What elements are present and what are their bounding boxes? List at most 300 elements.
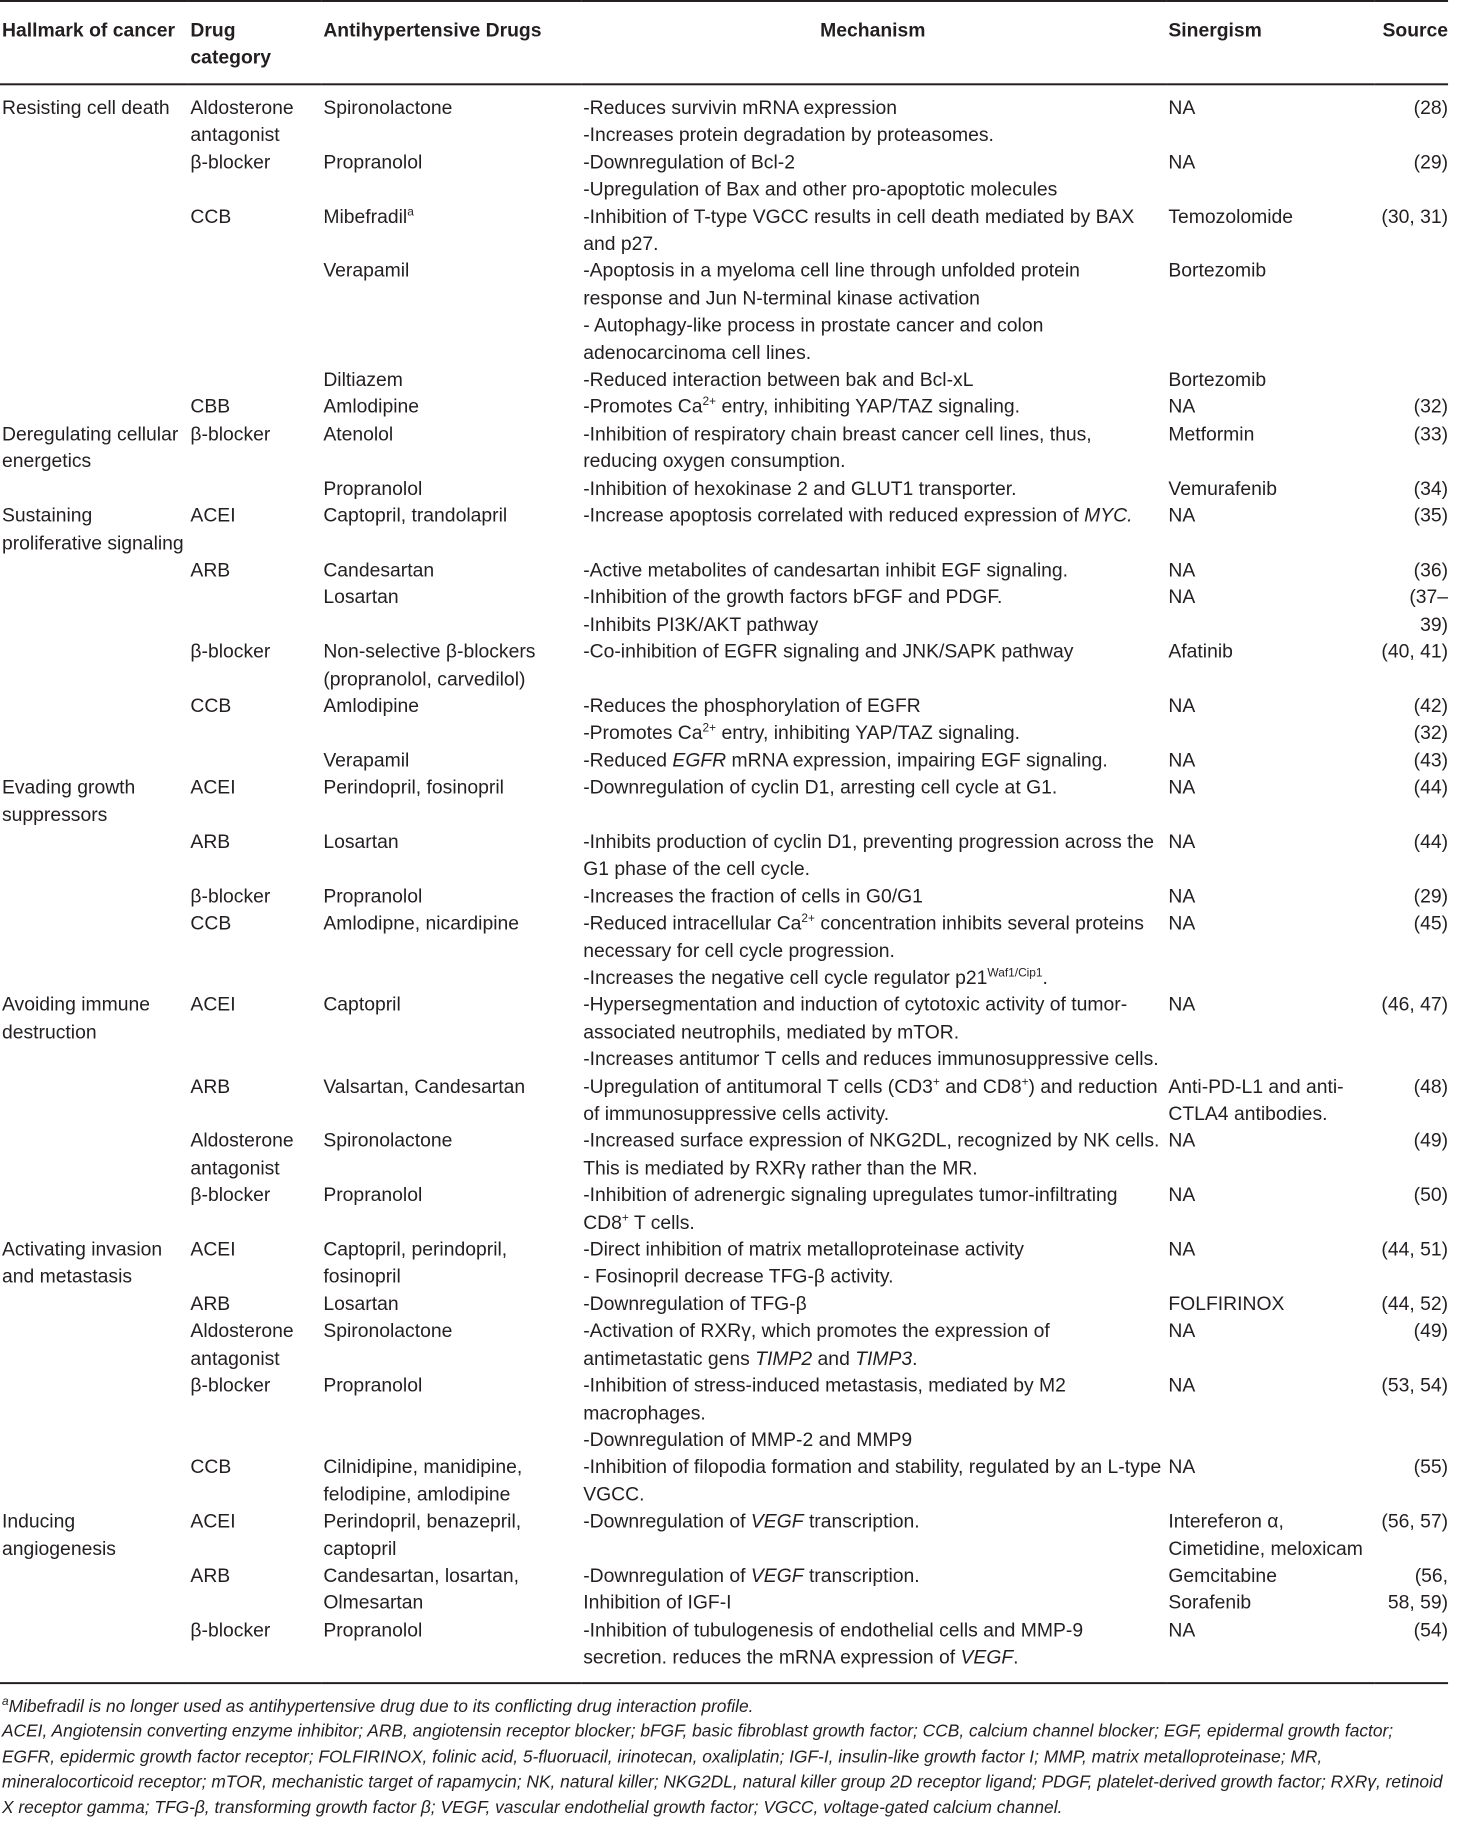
header-category: Drug category: [188, 1, 321, 84]
mechanism-fragment: -Inhibition of hexokinase 2 and GLUT1 transporter.: [583, 477, 1017, 500]
cell-category: [188, 1183, 321, 1237]
mechanism-fragment: and: [812, 1347, 856, 1370]
cell-mechanism: [581, 584, 1166, 638]
mechanism-fragment: -Inhibition of stress-induced metastasis, mediated by M2 macrophages.: [583, 1374, 1066, 1424]
mechanism-fragment: .: [1013, 1646, 1019, 1669]
mechanism-fragment: Waf1/Cip1: [987, 965, 1043, 980]
mechanism-fragment: 2+: [702, 720, 717, 735]
mechanism-fragment: VEGF: [750, 1510, 804, 1533]
source-ref: (49): [1413, 1130, 1449, 1152]
cell-mechanism: [581, 1318, 1166, 1372]
drug-text: Perindopril, benazepril, captopril: [323, 1510, 522, 1560]
sinergism-text: NA: [1168, 1238, 1196, 1261]
mechanism-fragment: -Direct inhibition of matrix metalloproteinase activity: [583, 1238, 1024, 1261]
source-ref: (48): [1413, 1075, 1449, 1098]
mechanism-line: [583, 95, 1162, 122]
cell-mechanism: [581, 829, 1166, 883]
mechanism-fragment: -Inhibition of the growth factors bFGF and PDGF.: [583, 586, 1003, 609]
category-text: ARB: [190, 831, 231, 853]
cell-category: [188, 1237, 321, 1291]
cell-sinergism: [1166, 1128, 1374, 1182]
mechanism-fragment: -Downregulation of MMP-2 and MMP9: [583, 1429, 913, 1451]
cell-source: [1375, 1183, 1448, 1237]
cell-category: [188, 476, 321, 503]
cell-category: [188, 1074, 321, 1128]
mechanism-line: [583, 1509, 1162, 1536]
sinergism-text: NA: [1168, 559, 1196, 582]
sinergism-text: NA: [1168, 1320, 1196, 1343]
cell-source: [1375, 367, 1448, 394]
sinergism-text: NA: [1168, 586, 1196, 609]
cell-mechanism: [581, 1128, 1166, 1182]
drug-text: Spironolactone: [323, 97, 453, 120]
source-ref: (42): [1413, 695, 1449, 718]
drug-text: Diltiazem: [323, 369, 403, 391]
drug-text: Candesartan: [323, 559, 435, 582]
cell-hallmark: [0, 775, 188, 829]
source-ref: (49): [1413, 1320, 1449, 1343]
mechanism-line: [583, 1563, 1162, 1590]
mechanism-fragment: -Inhibition of tubulogenesis of endothelial cells and MMP-9 secretion. reduces the mRNA expression of: [583, 1619, 1084, 1669]
table-row: [0, 1509, 1448, 1563]
sinergism-text: Metformin: [1168, 423, 1255, 446]
cell-hallmark: [0, 748, 188, 775]
cell-source: [1375, 1291, 1448, 1318]
mechanism-line: [583, 122, 1162, 149]
cell-sinergism: [1166, 829, 1374, 883]
mechanism-fragment: -Increases the negative cell cycle regulator p21: [583, 967, 988, 989]
table-row: [0, 421, 1448, 475]
mechanism-fragment: 2+: [702, 394, 717, 409]
sinergism-text: Intereferon α, Cimetidine, meloxicam: [1168, 1510, 1363, 1560]
cell-hallmark: [0, 1074, 188, 1128]
category-text: CCB: [190, 1456, 232, 1479]
table-body: [0, 84, 1448, 1682]
cell-category: [188, 883, 321, 910]
mechanism-line: [583, 965, 1162, 992]
mechanism-line: [583, 883, 1162, 910]
source-ref: (32): [1413, 722, 1449, 745]
cell-sinergism: [1166, 1318, 1374, 1372]
cell-drug: [321, 584, 581, 638]
category-text: CCB: [190, 205, 232, 228]
table-row: [0, 503, 1448, 557]
category-text: β-blocker: [190, 151, 271, 174]
cell-source: [1375, 1373, 1448, 1455]
mechanism-fragment: TIMP3: [855, 1347, 913, 1370]
hallmark-text: Avoiding immune destruction: [1, 994, 150, 1044]
cell-sinergism: [1166, 1237, 1374, 1291]
category-text: Aldosterone antagonist: [190, 1320, 294, 1370]
cell-source: [1375, 421, 1448, 475]
mechanism-line: [583, 150, 1162, 177]
source-ref: 58, 59): [1387, 1592, 1449, 1615]
cell-sinergism: [1166, 1373, 1374, 1455]
drug-text: Verapamil: [323, 749, 410, 772]
cell-sinergism: [1166, 775, 1374, 829]
cell-hallmark: [0, 204, 188, 258]
cell-mechanism: [581, 883, 1166, 910]
cell-drug: [321, 367, 581, 394]
sinergism-text: Sorafenib: [1168, 1592, 1252, 1615]
cell-category: [188, 258, 321, 367]
mechanism-fragment: -Inhibition of filopodia formation and stability, regulated by an L-type VGCC.: [583, 1456, 1162, 1506]
category-text: ARB: [190, 559, 231, 582]
cell-category: [188, 992, 321, 1074]
category-text: β-blocker: [190, 885, 271, 908]
cell-drug: [321, 476, 581, 503]
mechanism-line: [583, 1427, 1162, 1454]
cell-category: [188, 775, 321, 829]
mechanism-fragment: T cells.: [628, 1211, 695, 1234]
category-text: ACEI: [190, 504, 236, 527]
cell-drug: [321, 1373, 581, 1455]
mechanism-fragment: +: [1021, 1074, 1029, 1089]
cell-source: [1375, 883, 1448, 910]
mechanism-line: [583, 394, 1162, 421]
drug-text: Amlodipne, nicardipine: [323, 912, 520, 935]
sinergism-text: NA: [1168, 695, 1196, 718]
mechanism-line: [583, 1264, 1162, 1291]
category-text: β-blocker: [190, 1619, 271, 1642]
mechanism-fragment: 2+: [801, 911, 816, 926]
mechanism-fragment: - Autophagy-like process in prostate cancer and colon adenocarcinoma cell lines.: [583, 314, 1044, 364]
cell-sinergism: [1166, 748, 1374, 775]
cell-sinergism: [1166, 693, 1374, 747]
drug-text: Propranolol: [323, 1184, 423, 1207]
mechanism-fragment: -Reduced: [583, 749, 673, 772]
cell-mechanism: [581, 258, 1166, 367]
drug-text: Atenolol: [323, 423, 394, 446]
sinergism-text: NA: [1168, 504, 1196, 527]
cell-hallmark: [0, 503, 188, 557]
cell-drug: [321, 1454, 581, 1508]
header-hallmark: Hallmark of cancer: [0, 1, 188, 84]
table-row: [0, 748, 1448, 775]
mechanism-line: [583, 1047, 1162, 1074]
category-text: β-blocker: [190, 1184, 271, 1207]
cell-mechanism: [581, 992, 1166, 1074]
mechanism-fragment: -Increase apoptosis correlated with reduced expression of: [583, 504, 1085, 527]
mechanism-line: [583, 1074, 1162, 1128]
cell-category: [188, 693, 321, 747]
cell-source: [1375, 775, 1448, 829]
cell-category: [188, 1291, 321, 1318]
source-ref: (44, 52): [1381, 1293, 1449, 1316]
cell-category: [188, 639, 321, 693]
drug-text: Losartan: [323, 586, 399, 609]
mechanism-fragment: -Inhibition of respiratory chain breast cancer cell lines, thus, reducing oxygen consumption.: [583, 423, 1092, 473]
mechanism-fragment: VEGF: [960, 1646, 1014, 1669]
mechanism-line: [583, 557, 1162, 584]
category-text: ARB: [190, 1293, 231, 1316]
category-text: ACEI: [190, 1238, 236, 1261]
category-text: β-blocker: [190, 1374, 271, 1397]
sinergism-text: NA: [1168, 749, 1196, 772]
mechanism-fragment: .: [1042, 967, 1048, 989]
table-row: [0, 367, 1448, 394]
cell-category: [188, 1128, 321, 1182]
cell-mechanism: [581, 367, 1166, 394]
cell-drug: [321, 1563, 581, 1617]
mechanism-fragment: -Inhibits production of cyclin D1, preventing progression across the G1 phase of the cell cycle.: [583, 831, 1155, 881]
cell-hallmark: [0, 1563, 188, 1617]
mechanism-fragment: entry, inhibiting YAP/TAZ signaling.: [716, 396, 1020, 419]
table-row: [0, 1074, 1448, 1128]
cell-drug: [321, 84, 581, 149]
mechanism-line: [583, 204, 1162, 258]
mechanism-line: [583, 1237, 1162, 1264]
mechanism-fragment: -Inhibition of T-type VGCC results in cell death mediated by BAX and p27.: [583, 205, 1135, 255]
cell-sinergism: [1166, 883, 1374, 910]
cell-category: [188, 1318, 321, 1372]
cell-category: [188, 1454, 321, 1508]
cell-mechanism: [581, 1074, 1166, 1128]
cell-drug: [321, 1509, 581, 1563]
cell-hallmark: [0, 367, 188, 394]
mechanism-fragment: -Reduced intracellular Ca: [583, 912, 802, 935]
cell-hallmark: [0, 883, 188, 910]
mechanism-fragment: ) and reduction of immunosuppressive cells activity.: [583, 1075, 1158, 1125]
cell-hallmark: [0, 394, 188, 421]
category-text: ACEI: [190, 776, 236, 799]
cell-sinergism: [1166, 1563, 1374, 1617]
table-row: [0, 883, 1448, 910]
mechanism-line: [583, 1590, 1162, 1617]
drug-footnote-marker: a: [407, 204, 414, 219]
mechanism-line: [583, 367, 1162, 394]
sinergism-text: FOLFIRINOX: [1168, 1293, 1285, 1316]
drug-text: Propranolol: [323, 1374, 423, 1397]
cell-mechanism: [581, 84, 1166, 149]
source-ref: (40, 41): [1381, 640, 1449, 663]
cell-mechanism: [581, 150, 1166, 204]
mechanism-line: [583, 911, 1162, 965]
drug-text: Perindopril, fosinopril: [323, 776, 504, 799]
sinergism-text: NA: [1168, 831, 1196, 853]
cell-source: [1375, 258, 1448, 367]
cell-mechanism: [581, 204, 1166, 258]
table-row: [0, 1183, 1448, 1237]
mechanism-fragment: VEGF: [750, 1565, 804, 1587]
hallmark-text: Deregulating cellular energetics: [1, 423, 179, 473]
mechanism-fragment: - Fosinopril decrease TFG-β activity.: [583, 1266, 894, 1288]
mechanism-fragment: -Upregulation of antitumoral T cells (CD3: [583, 1075, 933, 1098]
sinergism-text: NA: [1168, 1619, 1196, 1642]
cell-mechanism: [581, 557, 1166, 584]
cell-drug: [321, 1291, 581, 1318]
sinergism-text: Temozolomide: [1168, 205, 1294, 228]
category-text: Aldosterone antagonist: [190, 97, 294, 147]
cell-sinergism: [1166, 1509, 1374, 1563]
cell-sinergism: [1166, 367, 1374, 394]
hallmark-text: Resisting cell death: [1, 97, 170, 120]
source-ref: (54): [1413, 1619, 1449, 1642]
cell-sinergism: [1166, 1291, 1374, 1318]
mechanism-fragment: -Downregulation of cyclin D1, arresting cell cycle at G1.: [583, 776, 1058, 799]
cell-drug: [321, 1237, 581, 1291]
cell-source: [1375, 992, 1448, 1074]
cell-hallmark: [0, 1237, 188, 1291]
cell-drug: [321, 748, 581, 775]
sinergism-text: Bortezomib: [1168, 369, 1267, 391]
sinergism-text: Gemcitabine: [1168, 1565, 1277, 1587]
table-row: [0, 584, 1448, 638]
table-row: [0, 1454, 1448, 1508]
source-ref: (33): [1413, 423, 1449, 446]
sinergism-text: NA: [1168, 776, 1196, 799]
mechanism-fragment: +: [621, 1210, 629, 1225]
cell-source: [1375, 911, 1448, 993]
table-row: [0, 204, 1448, 258]
cell-sinergism: [1166, 557, 1374, 584]
cell-sinergism: [1166, 204, 1374, 258]
drug-text: Propranolol: [323, 477, 423, 500]
cell-source: [1375, 1509, 1448, 1563]
mechanism-fragment: +: [932, 1074, 940, 1089]
drug-text: Non-selective β-blockers (propranolol, carvedilol): [323, 640, 536, 690]
header-mechanism: Mechanism: [581, 1, 1166, 84]
source-ref: (55): [1413, 1456, 1449, 1479]
footnote-a: [2, 1694, 1446, 1719]
drug-text: Candesartan, losartan, Olmesartan: [323, 1565, 520, 1615]
source-ref: (44): [1413, 776, 1449, 799]
table-row: [0, 1291, 1448, 1318]
cell-category: [188, 503, 321, 557]
source-ref: (44, 51): [1381, 1238, 1449, 1261]
drug-text: Captopril, trandolapril: [323, 504, 508, 527]
category-text: ARB: [190, 1565, 231, 1587]
mechanism-fragment: -Hypersegmentation and induction of cytotoxic activity of tumor-associated neutrophils, mediated by mTOR.: [583, 994, 1128, 1044]
drug-text: Verapamil: [323, 260, 410, 283]
cell-mechanism: [581, 639, 1166, 693]
drug-text: Losartan: [323, 831, 399, 853]
mechanism-fragment: -Reduced interaction between bak and Bcl-xL: [583, 369, 974, 391]
cell-sinergism: [1166, 1617, 1374, 1682]
cell-category: [188, 394, 321, 421]
cell-hallmark: [0, 911, 188, 993]
cell-hallmark: [0, 639, 188, 693]
mechanism-line: [583, 584, 1162, 611]
cell-mechanism: [581, 421, 1166, 475]
table-row: [0, 557, 1448, 584]
cell-source: [1375, 557, 1448, 584]
sinergism-text: NA: [1168, 151, 1196, 174]
cell-sinergism: [1166, 639, 1374, 693]
source-ref: (32): [1413, 396, 1449, 419]
cell-source: [1375, 584, 1448, 638]
mechanism-fragment: transcription.: [803, 1510, 920, 1533]
cell-mechanism: [581, 748, 1166, 775]
mechanism-fragment: -Reduces the phosphorylation of EGFR: [583, 695, 921, 718]
cell-source: [1375, 1237, 1448, 1291]
source-ref: (37– 39): [1409, 586, 1449, 636]
cell-drug: [321, 775, 581, 829]
mechanism-line: [583, 1183, 1162, 1237]
cell-source: [1375, 1128, 1448, 1182]
cell-hallmark: [0, 258, 188, 367]
cell-drug: [321, 911, 581, 993]
table-row: [0, 1563, 1448, 1617]
cell-drug: [321, 1183, 581, 1237]
cell-category: [188, 748, 321, 775]
sinergism-text: NA: [1168, 994, 1196, 1017]
mechanism-fragment: TIMP2: [755, 1347, 813, 1370]
sinergism-text: NA: [1168, 1130, 1196, 1152]
mechanism-line: [583, 992, 1162, 1046]
cell-mechanism: [581, 503, 1166, 557]
mechanism-line: [583, 1128, 1162, 1182]
sinergism-text: Bortezomib: [1168, 260, 1267, 283]
mechanism-fragment: -Increases the fraction of cells in G0/G1: [583, 885, 923, 908]
mechanism-line: [583, 1617, 1162, 1671]
cell-source: [1375, 639, 1448, 693]
cell-source: [1375, 1563, 1448, 1617]
category-text: β-blocker: [190, 640, 271, 663]
mechanism-fragment: -Upregulation of Bax and other pro-apoptotic molecules: [583, 178, 1058, 201]
mechanism-line: [583, 720, 1162, 747]
cell-mechanism: [581, 1454, 1166, 1508]
table-row: [0, 1128, 1448, 1182]
source-ref: (50): [1413, 1184, 1449, 1207]
mechanism-fragment: -Reduces survivin mRNA expression: [583, 97, 898, 120]
mechanism-fragment: MYC.: [1084, 504, 1133, 527]
table-row: [0, 1617, 1448, 1682]
drug-text: Mibefradil: [323, 205, 408, 228]
cell-mechanism: [581, 1617, 1166, 1682]
drug-text: Cilnidipine, manidipine, felodipine, amlodipine: [323, 1456, 523, 1506]
cell-sinergism: [1166, 150, 1374, 204]
cell-category: [188, 1563, 321, 1617]
mechanism-line: [583, 748, 1162, 775]
cell-hallmark: [0, 693, 188, 747]
cell-source: [1375, 1074, 1448, 1128]
cell-source: [1375, 693, 1448, 747]
mechanism-fragment: -Increases protein degradation by proteasomes.: [583, 124, 994, 147]
cell-hallmark: [0, 1291, 188, 1318]
table-row: [0, 258, 1448, 367]
cell-sinergism: [1166, 992, 1374, 1074]
category-text: CCB: [190, 695, 232, 718]
drug-text: Captopril, perindopril, fosinopril: [323, 1238, 508, 1288]
cell-drug: [321, 639, 581, 693]
cell-drug: [321, 883, 581, 910]
mechanism-fragment: -Inhibits PI3K/AKT pathway: [583, 613, 819, 636]
category-text: ARB: [190, 1075, 231, 1098]
cell-drug: [321, 693, 581, 747]
cell-sinergism: [1166, 911, 1374, 993]
cell-drug: [321, 503, 581, 557]
mechanism-line: [583, 503, 1162, 530]
source-ref: (28): [1413, 97, 1449, 120]
mechanism-fragment: and CD8: [939, 1075, 1022, 1098]
table-footnotes: [0, 1684, 1448, 1820]
drug-text: Spironolactone: [323, 1130, 453, 1152]
cell-mechanism: [581, 911, 1166, 993]
source-ref: (29): [1413, 151, 1449, 174]
source-ref: (43): [1413, 749, 1449, 772]
cell-category: [188, 84, 321, 149]
cell-hallmark: [0, 584, 188, 638]
table-row: [0, 992, 1448, 1074]
cell-sinergism: [1166, 394, 1374, 421]
table-row: [0, 84, 1448, 149]
mechanism-line: [583, 313, 1162, 367]
mechanism-line: [583, 1318, 1162, 1372]
cell-mechanism: [581, 1183, 1166, 1237]
category-text: β-blocker: [190, 423, 271, 446]
sinergism-text: NA: [1168, 1456, 1196, 1479]
